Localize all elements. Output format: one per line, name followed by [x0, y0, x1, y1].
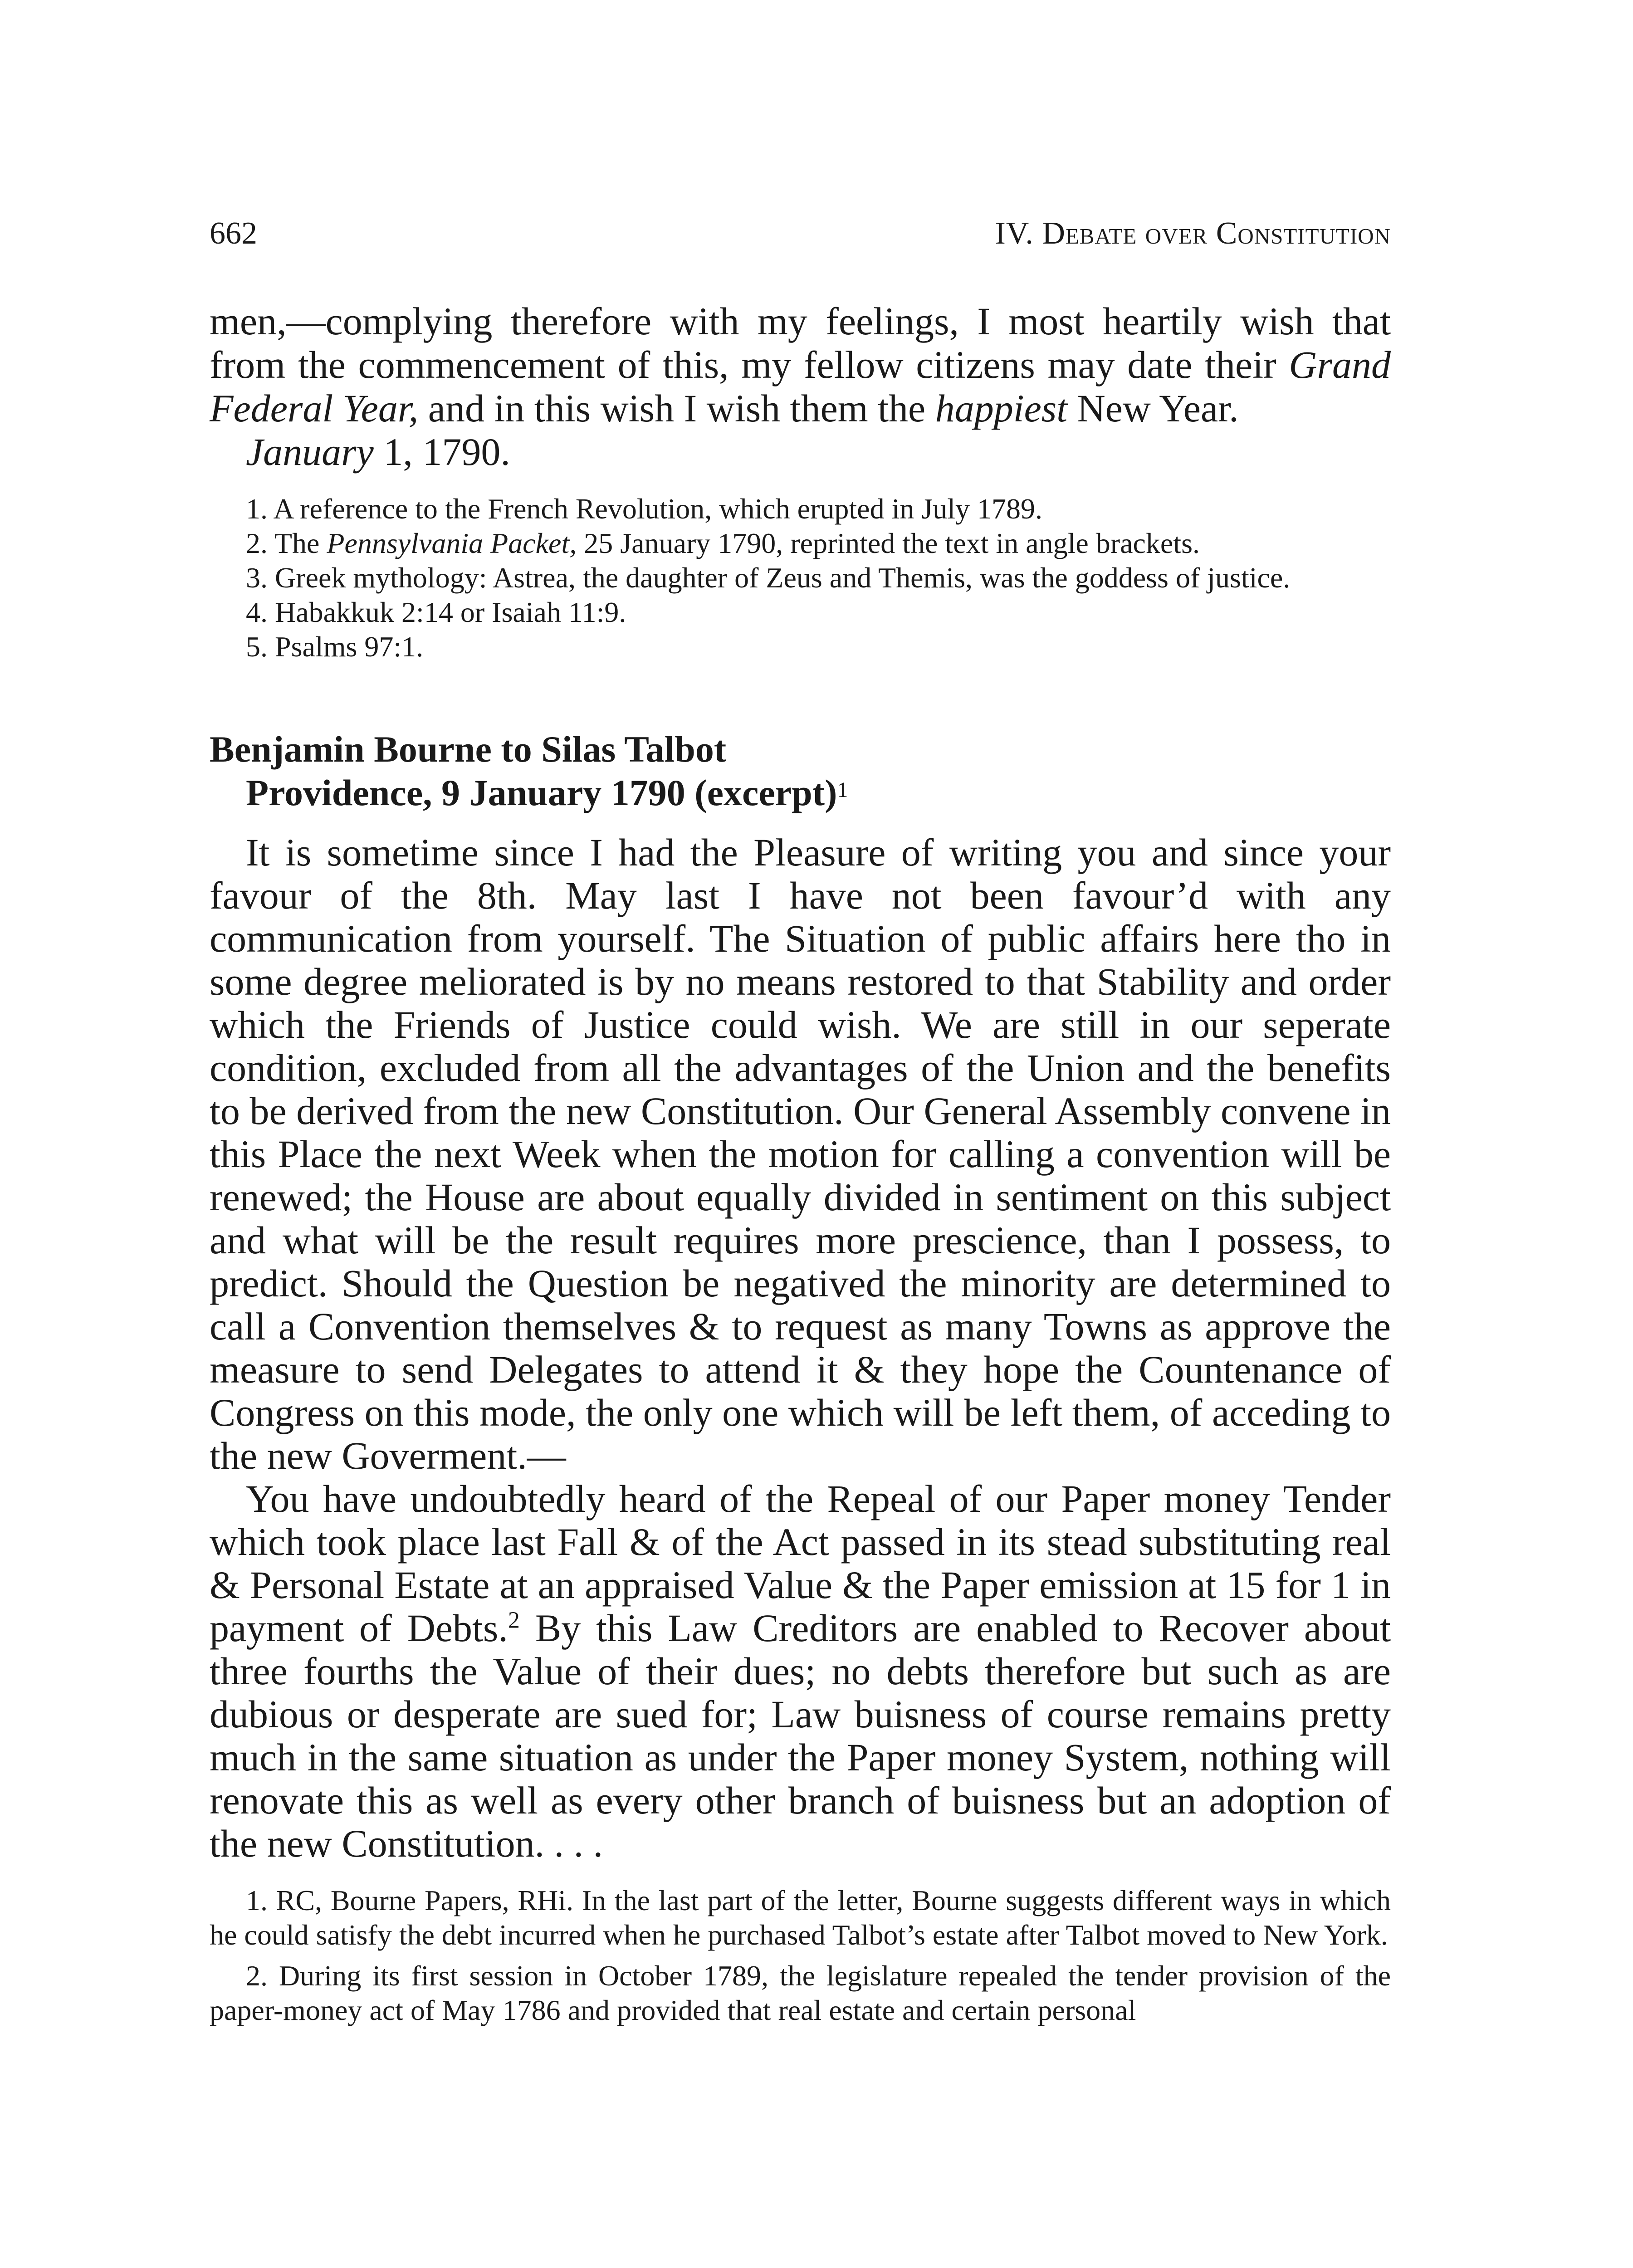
footnote-3: 3. Greek mythology: Astrea, the daughter of Zeus and Themis, was the goddess of justice. [246, 562, 1291, 594]
opening-paragraph [210, 299, 1391, 430]
letter-heading-place-date: Providence, 9 January 1790 (excerpt) [246, 772, 837, 813]
footnote-1: 1. A reference to the French Revolution, which erupted in July 1789. [246, 493, 1043, 525]
letter-footnote-1: 1. RC, Bourne Papers, RHi. In the last part of the letter, Bourne suggests different ways in which he could satisfy the debt incurred when he purchased Talbot’s estate after Talbot moved to New York. [210, 1884, 1391, 1951]
letter-body [210, 831, 1391, 1865]
letter-paragraph-1: It is sometime since I had the Pleasure of writing you and since your favour of the 8th. May last I have not been favour’d with any communication from yourself. The Situation of public affairs here tho in some degree meliorated is by no means restored to that Stability and order which the Friends of Justice could wish. We are still in our seperate condition, excluded from all the advantages of the Union and the benefits to be derived from the new Constitution. Our General Assembly convene in this Place the next Week when the motion for calling a convention will be renewed; the House are about equally divided in sentiment on this subject and what will be the result requires more prescience, than I possess, to predict. Should the Question be negatived the minority are determined to call a Convention themselves & to request as many Towns as approve the measure to send Delegates to attend it & they hope the Countenance of Congress on this mode, the only one which will be left them, of acceding to the new Goverment.— [210, 831, 1391, 1477]
footnotes-section-2 [210, 1883, 1391, 2028]
footnote-5: 5. Psalms 97:1. [246, 631, 424, 663]
running-head [210, 213, 1391, 254]
footnote-2-text-a: 2. The [246, 527, 327, 559]
footnote-2 [210, 526, 1391, 561]
letter-heading-footnote-ref: 1 [837, 778, 848, 802]
letter-paragraph-2-text-b: By this Law Creditors are enabled to Recover about three fourths the Value of their dues; no debts therefore but such as are dubious or desperate are sued for; Law buisness of course remains pretty much in the same situation as under the Paper money System, nothing will renovate this as well as every other branch of buisness but an adoption of the new Constitution. . . . [210, 1606, 1391, 1865]
opening-italic-grand-federal-year: Grand Federal Year, [210, 343, 1391, 430]
footnote-2-italic: Pennsylvania Packet, [327, 527, 577, 559]
letter-heading-line1: Benjamin Bourne to Silas Talbot [210, 728, 727, 770]
section-title: IV. Debate over Constitution [995, 216, 1391, 251]
opening-text-b: and in this wish I wish them the [418, 386, 935, 430]
letter-paragraph-2-text-a: You have undoubtedly heard of the Repeal of our Paper money Tender which took place last Fall & of the Act passed in its stead substituting real & Personal Estate at an appraised Value & the Paper emission at 15 for 1 in payment of Debts. [210, 1477, 1391, 1650]
letter-paragraph-2-footnote-ref: 2 [508, 1607, 520, 1633]
document-page [210, 213, 1391, 2035]
footnote-4: 4. Habakkuk 2:14 or Isaiah 11:9. [246, 596, 626, 628]
letter-footnote-2: 2. During its first session in October 1789, the legislature repealed the tender provision of the paper-money act of May 1786 and provided that real estate and certain personal [210, 1960, 1391, 2026]
opening-italic-happiest: happiest [935, 386, 1068, 430]
dateline [210, 430, 1391, 474]
opening-text-a: men,—complying therefore with my feelings, I most heartily wish that from the commencement of this, my fellow citizens may date their [210, 299, 1391, 386]
opening-text-c: New Year. [1067, 386, 1239, 430]
letter-heading-line2 [210, 771, 1391, 815]
footnote-2-text-b: 25 January 1790, reprinted the text in angle brackets. [577, 527, 1200, 559]
dateline-month: January [246, 430, 374, 474]
page-number: 662 [210, 216, 257, 251]
letter-paragraph-2 [210, 1477, 1391, 1865]
footnotes-section-1 [210, 492, 1391, 664]
dateline-rest: 1, 1790. [373, 430, 510, 474]
letter-heading [210, 728, 1391, 815]
